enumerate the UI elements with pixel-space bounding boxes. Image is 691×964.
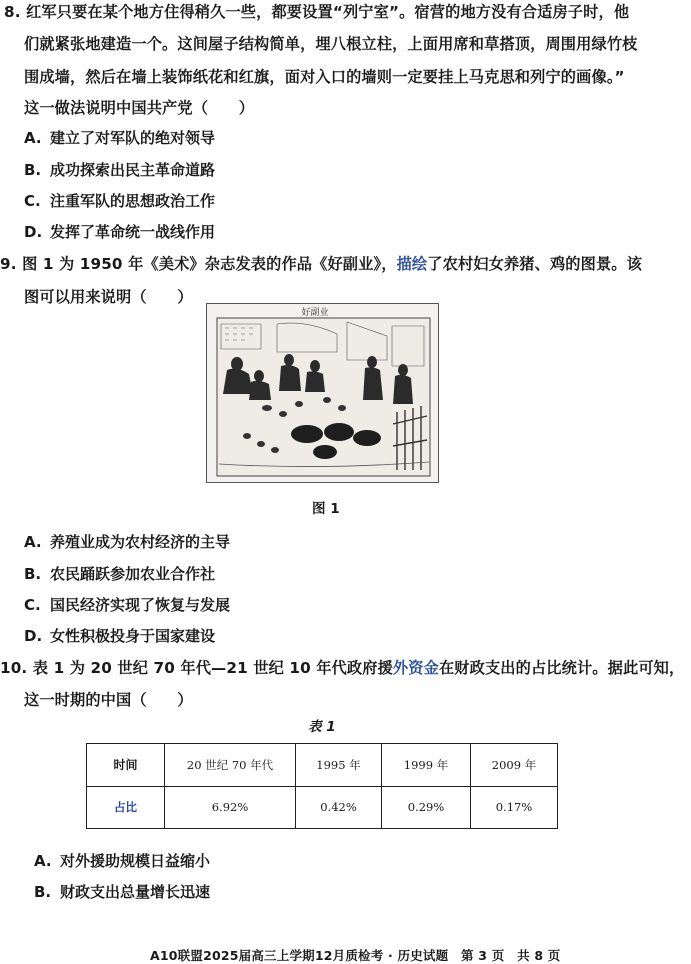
option-text: 成功探索出民主革命道路 — [50, 161, 216, 179]
option-key: A. — [24, 129, 42, 147]
q9-text-highlight: 描绘 — [396, 255, 428, 273]
q10-line-1 — [0, 658, 684, 678]
table-cell: 6.92% — [165, 786, 296, 829]
q8-line-1: 8. 红军只要在某个地方住得稍久一些，都要设置“列宁室”。宿营的地方没有合适房子时，他 — [4, 3, 630, 21]
table-cell: 0.42% — [296, 786, 382, 829]
option-text: 建立了对军队的绝对领导 — [50, 129, 216, 147]
option-key: B. — [24, 565, 42, 583]
q9-option-c[interactable] — [24, 595, 230, 615]
q8-option-d[interactable] — [24, 222, 215, 242]
option-text: 农民踊跃参加农业合作社 — [50, 565, 216, 583]
q10-line-2: 这一时期的中国（ ） — [24, 691, 193, 709]
figure-1-illustration — [206, 303, 439, 483]
q10-text-b: 在财政支出的占比统计。据此可知， — [438, 659, 685, 677]
table-row-header — [87, 744, 558, 787]
option-key: D. — [24, 223, 43, 241]
table-row-values — [87, 786, 558, 829]
q10-text-a: 10. 表 1 为 20 世纪 70 年代—21 世纪 10 年代政府援 — [0, 659, 393, 677]
option-key: B. — [34, 883, 52, 901]
option-text: 国民经济实现了恢复与发展 — [50, 596, 231, 614]
woodcut-illustration — [207, 304, 438, 482]
q10-option-b[interactable] — [34, 882, 210, 902]
figure-caption: 图 1 — [312, 501, 340, 517]
q8-option-b[interactable] — [24, 160, 215, 180]
q8-option-c[interactable] — [24, 191, 215, 211]
row-header-ratio: 占比 — [87, 786, 165, 829]
option-key: C. — [24, 192, 41, 210]
q9-text-b: 了农村妇女养猪、鸡的图景。该 — [427, 255, 642, 273]
table-cell: 1995 年 — [296, 744, 382, 787]
q8-option-a[interactable] — [24, 128, 215, 148]
table-caption: 表 1 — [308, 719, 336, 735]
q9-line-2: 图可以用来说明（ ） — [24, 288, 193, 306]
q8-line-2: 们就紧张地建造一个。这间屋子结构简单，埋八根立柱，上面用席和草搭顶，周围用绿竹枝 — [24, 35, 638, 53]
q9-line-1 — [0, 254, 642, 274]
option-key: A. — [34, 852, 52, 870]
option-key: C. — [24, 596, 41, 614]
q10-option-a[interactable] — [34, 851, 210, 871]
option-text: 发挥了革命统一战线作用 — [50, 223, 216, 241]
q9-text-a: 9. 图 1 为 1950 年《美术》杂志发表的作品《好副业》， — [0, 255, 397, 273]
table-cell: 1999 年 — [382, 744, 471, 787]
option-text: 对外援助规模日益缩小 — [60, 852, 211, 870]
data-table — [86, 743, 558, 829]
row-header-time: 时间 — [87, 744, 165, 787]
table-cell: 2009 年 — [471, 744, 558, 787]
page-footer: A10联盟2025届高三上学期12月质检考 · 历史试题 第 3 页 共 8 页 — [150, 948, 561, 963]
option-text: 注重军队的思想政治工作 — [50, 192, 216, 210]
q9-option-b[interactable] — [24, 564, 215, 584]
option-key: B. — [24, 161, 42, 179]
option-text: 财政支出总量增长迅速 — [60, 883, 211, 901]
option-key: D. — [24, 627, 43, 645]
q9-option-d[interactable] — [24, 626, 215, 646]
figure-title: 好副业 — [301, 308, 329, 318]
q9-option-a[interactable] — [24, 532, 230, 552]
option-key: A. — [24, 533, 42, 551]
table-cell: 0.17% — [471, 786, 558, 829]
table-cell: 20 世纪 70 年代 — [165, 744, 296, 787]
option-text: 养殖业成为农村经济的主导 — [50, 533, 231, 551]
table-cell: 0.29% — [382, 786, 471, 829]
option-text: 女性积极投身于国家建设 — [50, 627, 216, 645]
q10-text-highlight: 外资金 — [392, 659, 439, 677]
q8-line-3: 围成墙，然后在墙上装饰纸花和红旗，面对入口的墙则一定要挂上马克思和列宁的画像。” — [24, 68, 625, 86]
q8-line-4: 这一做法说明中国共产党（ ） — [24, 99, 255, 117]
